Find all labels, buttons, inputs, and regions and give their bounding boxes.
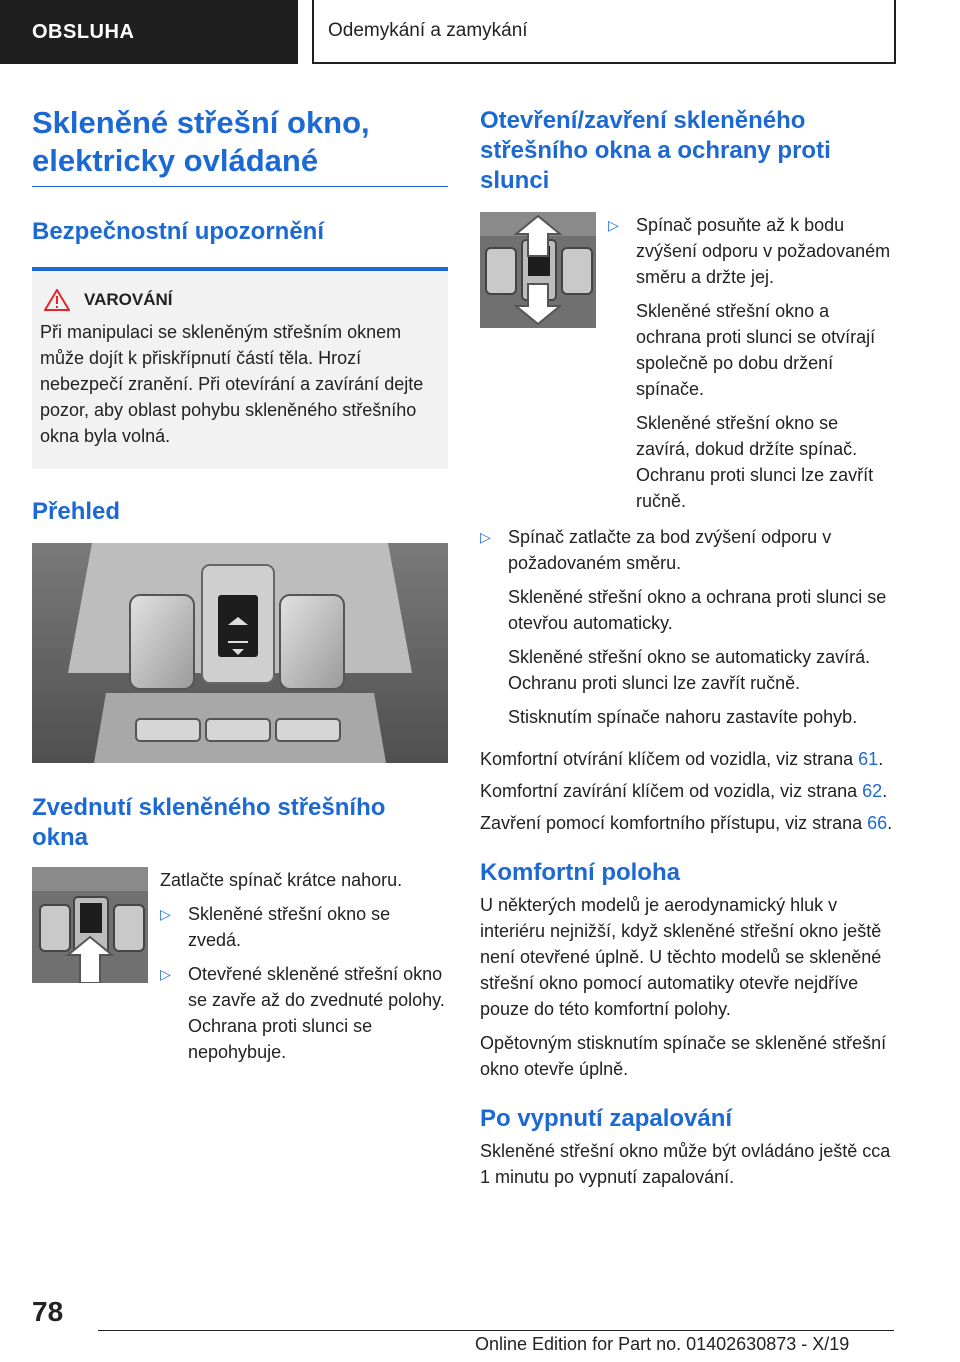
footer-edition: Online Edition for Part no. 01402630873 - X/19 bbox=[475, 1334, 850, 1354]
header-chapter: Odemykání a zamykání bbox=[312, 0, 896, 64]
comfort-text-2: Opětovným stisknutím spínače se skleněné střešní okno otevře úplně. bbox=[480, 1033, 887, 1079]
overview-heading: Přehled bbox=[32, 498, 121, 525]
list-item: ▷ Otevřené skleněné střešní okno se zavře až do zvednuté polohy. Ochrana proti slunci se nepohybuje. bbox=[160, 961, 448, 1065]
raise-photo bbox=[32, 867, 148, 983]
raise-text bbox=[160, 867, 448, 1065]
ref-comfort-access: Zavření pomocí komfortního přístupu, viz strana 66. bbox=[480, 813, 893, 833]
open-heading: Otevření/zavření skleněného střešního okna a ochrany proti slunci bbox=[480, 107, 831, 194]
list-item: ▷ Skleněné střešní okno se zvedá. bbox=[160, 901, 448, 953]
page-link-61[interactable]: 61 bbox=[858, 749, 879, 769]
warning-title bbox=[44, 289, 434, 311]
raise-intro: Zatlačte spínač krátce nahoru. bbox=[160, 870, 403, 890]
raise-section bbox=[32, 867, 448, 1065]
left-column bbox=[32, 96, 448, 1065]
open-bullet-1 bbox=[608, 212, 896, 514]
warning-text: Při manipulaci se skleněným střešním oknem může dojít k přiskřípnutí částí těla. Hrozí nebezpečí zranění. Při otevírání a zavírání dejte pozor, aby oblast pohybu skleněného střešního okna byla volná. bbox=[40, 322, 424, 446]
open-section bbox=[480, 212, 896, 514]
page-title: Skleněné střešní okno, elektricky ovládané bbox=[32, 104, 448, 187]
comfort-heading: Komfortní poloha bbox=[480, 859, 680, 886]
footer-divider bbox=[98, 1330, 894, 1331]
warning-icon bbox=[44, 289, 70, 311]
warning-label: VAROVÁNÍ bbox=[84, 290, 173, 309]
page-link-62[interactable]: 62 bbox=[862, 781, 883, 801]
overview-photo bbox=[32, 543, 448, 763]
raise-heading: Zvednutí skleněného střešního okna bbox=[32, 794, 386, 851]
ignition-text: Skleněné střešní okno může být ovládáno ještě cca 1 minutu po vypnutí zapalování. bbox=[480, 1141, 891, 1187]
header-section: OBSLUHA bbox=[0, 0, 298, 64]
bullet-triangle-icon: ▷ bbox=[608, 217, 619, 233]
safety-heading: Bezpečnostní upozornění bbox=[32, 218, 325, 245]
bullet-triangle-icon: ▷ bbox=[480, 529, 491, 545]
list-item: ▷ Spínač zatlačte za bod zvýšení odporu v požadovaném směru. Skleněné střešní okno a ochrana proti slunci se otevřou automaticky. Skleněné střešní okno se automaticky zavírá. Ochranu proti slunci lze zavřít ručně. Stisknutím spínače nahoru zastavíte pohyb. bbox=[480, 524, 896, 730]
bullet-triangle-icon: ▷ bbox=[160, 966, 171, 982]
right-column bbox=[480, 96, 896, 1190]
open-photo bbox=[480, 212, 596, 328]
list-item: ▷ Spínač posuňte až k bodu zvýšení odporu v požadovaném směru a držte jej. Skleněné střešní okno a ochrana proti slunci se otvírají společně po dobu držení spínače. Skleněné střešní okno se zavírá, dokud držíte spínač. Ochranu proti slunci lze zavřít ručně. bbox=[608, 212, 896, 514]
warning-box bbox=[32, 267, 448, 469]
ref-comfort-close: Komfortní zavírání klíčem od vozidla, viz strana 62. bbox=[480, 781, 888, 801]
page-number: 78 bbox=[32, 1296, 64, 1327]
ignition-heading: Po vypnutí zapalování bbox=[480, 1105, 733, 1132]
bullet-triangle-icon: ▷ bbox=[160, 906, 171, 922]
ref-comfort-open: Komfortní otvírání klíčem od vozidla, viz strana 61. bbox=[480, 749, 884, 769]
page-link-66[interactable]: 66 bbox=[867, 813, 888, 833]
comfort-text-1: U některých modelů je aerodynamický hluk v interiéru nejnižší, když skleněné střešní okno ještě není otevřené úplně. U těchto modelů se skleněné střešní okno pomocí automatiky otevře nejdříve pouze do této komfortní polohy. bbox=[480, 895, 882, 1019]
